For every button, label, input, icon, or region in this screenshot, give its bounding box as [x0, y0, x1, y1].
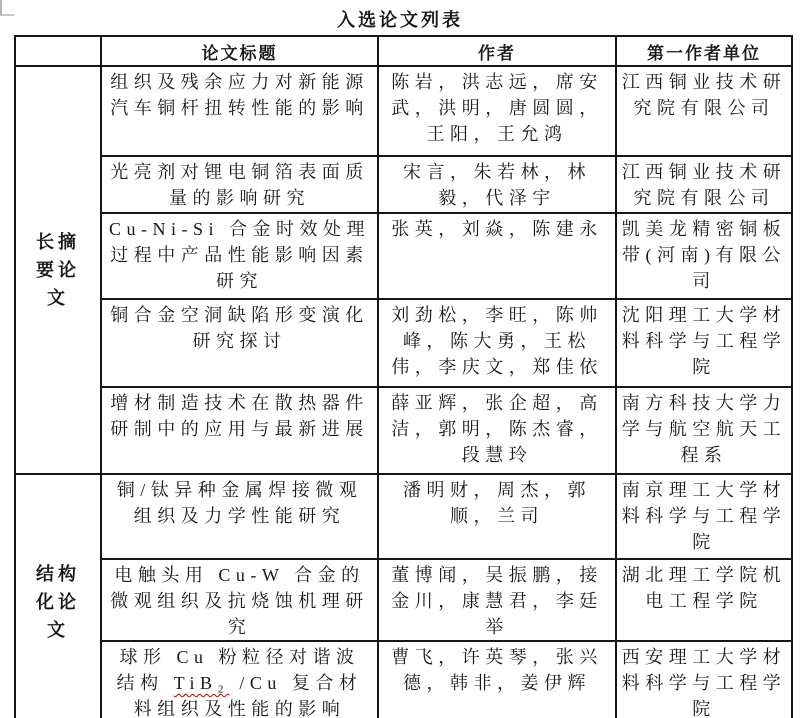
paper-title-text: /Cu 复合材料组织及性能的影响 — [133, 673, 363, 718]
table-row — [15, 299, 792, 387]
authors-cell: 张英，刘焱，陈建永 — [378, 213, 616, 299]
header-first-author-affiliation: 第一作者单位 — [616, 36, 792, 66]
affiliation-cell: 南方科技大学力学与航空航天工程系 — [616, 387, 792, 474]
page-title: 入选论文列表 — [337, 10, 463, 30]
affiliation-cell: 西安理工大学材料科学与工程学院 — [616, 641, 792, 718]
authors-cell: 薛亚辉，张企超，高洁，郭明，陈杰睿，段慧玲 — [378, 387, 616, 474]
group-label-long-abstract: 长摘要论文 — [15, 66, 101, 474]
authors-cell: 曹飞，许英琴，张兴德，韩非，姜伊辉 — [378, 641, 616, 718]
affiliation-cell: 凯美龙精密铜板带(河南)有限公司 — [616, 213, 792, 299]
selected-papers-table — [14, 35, 793, 718]
table-row — [15, 387, 792, 474]
table-row — [15, 66, 792, 156]
affiliation-cell: 江西铜业技术研究院有限公司 — [616, 156, 792, 213]
affiliation-cell: 江西铜业技术研究院有限公司 — [616, 66, 792, 156]
affiliation-cell: 沈阳理工大学材料科学与工程学院 — [616, 299, 792, 387]
authors-cell: 陈岩，洪志远，席安武，洪明，唐圆圆，王阳，王允鸿 — [378, 66, 616, 156]
paper-title-cell: 增材制造技术在散热器件研制中的应用与最新进展 — [101, 387, 378, 474]
table-header-row — [15, 36, 792, 66]
table-row — [15, 474, 792, 559]
paper-title-cell — [101, 641, 378, 718]
paper-title-cell: 光亮剂对锂电铜箔表面质量的影响研究 — [101, 156, 378, 213]
paper-title-cell: 铜/钛异种金属焊接微观组织及力学性能研究 — [101, 474, 378, 559]
affiliation-cell: 湖北理工学院机电工程学院 — [616, 559, 792, 641]
spellcheck-wavy-underline-text: TiB₂ — [173, 673, 230, 693]
paper-title-cell: 组织及残余应力对新能源汽车铜杆扭转性能的影响 — [101, 66, 378, 156]
group-label-structured: 结构化论文 — [15, 474, 101, 718]
table-row — [15, 156, 792, 213]
table-row — [15, 559, 792, 641]
paper-title-text: 球形 Cu 粉粒径对谐波结构 — [116, 647, 360, 693]
table-row — [15, 641, 792, 718]
paper-title-cell: Cu-Ni-Si 合金时效处理过程中产品性能影响因素研究 — [101, 213, 378, 299]
authors-cell: 刘劲松，李旺，陈帅峰，陈大勇，王松伟，李庆文，郑佳依 — [378, 299, 616, 387]
paper-title-cell: 电触头用 Cu-W 合金的微观组织及抗烧蚀机理研究 — [101, 559, 378, 641]
header-authors: 作者 — [378, 36, 616, 66]
affiliation-cell: 南京理工大学材料科学与工程学院 — [616, 474, 792, 559]
table-row — [15, 213, 792, 299]
authors-cell: 董博闻，吴振鹏，接金川，康慧君，李廷举 — [378, 559, 616, 641]
authors-cell: 宋言，朱若林，林毅，代泽宇 — [378, 156, 616, 213]
header-corner-cell — [15, 36, 101, 66]
authors-cell: 潘明财，周杰，郭顺，兰司 — [378, 474, 616, 559]
header-paper-title: 论文标题 — [101, 36, 378, 66]
paper-title-cell: 铜合金空洞缺陷形变演化研究探讨 — [101, 299, 378, 387]
